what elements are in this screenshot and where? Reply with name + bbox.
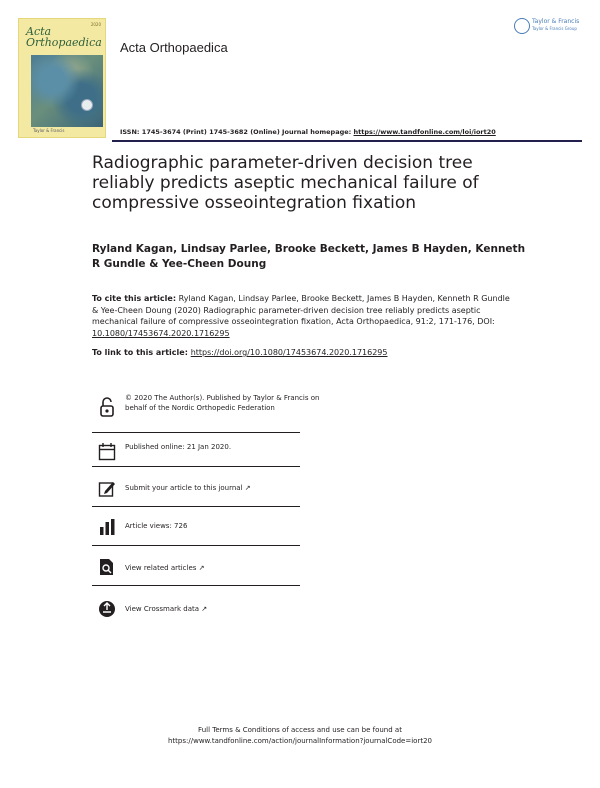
header-divider bbox=[112, 140, 582, 142]
published-row bbox=[92, 438, 332, 474]
publisher-logo-sub: Taylor & Francis Group bbox=[532, 26, 577, 31]
journal-homepage-link[interactable]: https://www.tandfonline.com/loi/iort20 bbox=[353, 128, 496, 136]
related-articles-icon bbox=[98, 557, 116, 577]
views-row bbox=[92, 513, 332, 549]
submit-link[interactable]: Submit your article to this journal bbox=[125, 484, 243, 492]
divider bbox=[92, 466, 300, 467]
open-access-lock-icon bbox=[98, 397, 116, 417]
article-doi-link[interactable]: https://doi.org/10.1080/17453674.2020.1716295 bbox=[190, 348, 388, 357]
license-text: © 2020 The Author(s). Published by Taylor & Francis on behalf of the Nordic Orthopedic Federation bbox=[125, 394, 320, 412]
cover-title-line2: Orthopaedica bbox=[26, 36, 102, 49]
citation bbox=[92, 293, 510, 339]
journal-cover bbox=[18, 18, 106, 138]
cover-seal-icon bbox=[81, 99, 93, 111]
terms-footer bbox=[0, 725, 600, 747]
terms-link[interactable]: https://www.tandfonline.com/action/journalInformation?journalCode=iort20 bbox=[168, 737, 432, 745]
divider bbox=[92, 585, 300, 586]
cover-title bbox=[26, 26, 102, 48]
journal-name: Acta Orthopaedica bbox=[120, 40, 228, 55]
external-link-icon: ↗ bbox=[198, 564, 205, 572]
issn-text: ISSN: 1745-3674 (Print) 1745-3682 (Online) Journal homepage: bbox=[120, 128, 354, 136]
related-articles-link[interactable]: View related articles bbox=[125, 564, 197, 572]
edit-icon bbox=[98, 479, 116, 499]
license-row bbox=[92, 393, 332, 431]
published-date: Published online: 21 Jan 2020. bbox=[125, 443, 232, 451]
related-text bbox=[125, 563, 325, 573]
divider bbox=[92, 506, 300, 507]
publisher-logo-icon bbox=[514, 18, 530, 34]
cite-label: To cite this article: bbox=[92, 294, 177, 303]
cover-footer: Taylor & Francis bbox=[33, 128, 65, 133]
crossmark-icon bbox=[98, 599, 116, 619]
cover-title-line1: Acta bbox=[26, 25, 52, 38]
publisher-logo[interactable] bbox=[514, 16, 584, 38]
submit-text bbox=[125, 483, 325, 493]
cite-text: Ryland Kagan, Lindsay Parlee, Brooke Beckett, James B Hayden, Kenneth R Gundle & Yee-Cheen Doung (2020) Radiographic parameter-driven decision tree reliably predicts aseptic mechanical failure of compressive osseointegration fixation, Acta Orthopaedica, 91:2, 171-176, DOI: bbox=[92, 294, 510, 326]
terms-text: Full Terms & Conditions of access and use can be found at bbox=[198, 726, 402, 734]
cover-artwork bbox=[31, 55, 103, 127]
article-authors: Ryland Kagan, Lindsay Parlee, Brooke Beckett, James B Hayden, Kenneth R Gundle & Yee-Cheen Doung bbox=[92, 243, 526, 270]
divider bbox=[92, 432, 300, 433]
link-label: To link to this article: bbox=[92, 348, 191, 357]
crossmark-link[interactable]: View Crossmark data bbox=[125, 605, 200, 613]
issn-line bbox=[120, 128, 496, 136]
cover-volume: 2020 bbox=[90, 22, 101, 27]
bar-chart-icon bbox=[98, 517, 116, 537]
related-row[interactable] bbox=[92, 553, 332, 589]
crossmark-text bbox=[125, 604, 325, 614]
calendar-icon bbox=[98, 442, 116, 462]
external-link-icon: ↗ bbox=[201, 605, 208, 613]
divider bbox=[92, 545, 300, 546]
article-title: Radiographic parameter-driven decision tree reliably predicts aseptic mechanical failure of compressive osseointegration fixation bbox=[92, 153, 479, 213]
article-link-line bbox=[92, 348, 388, 357]
article-views: Article views: 726 bbox=[125, 522, 188, 530]
cite-doi-link[interactable]: 10.1080/17453674.2020.1716295 bbox=[92, 328, 230, 338]
external-link-icon: ↗ bbox=[244, 484, 251, 492]
publisher-logo-name: Taylor & Francis bbox=[532, 18, 580, 25]
crossmark-row[interactable] bbox=[92, 595, 332, 631]
